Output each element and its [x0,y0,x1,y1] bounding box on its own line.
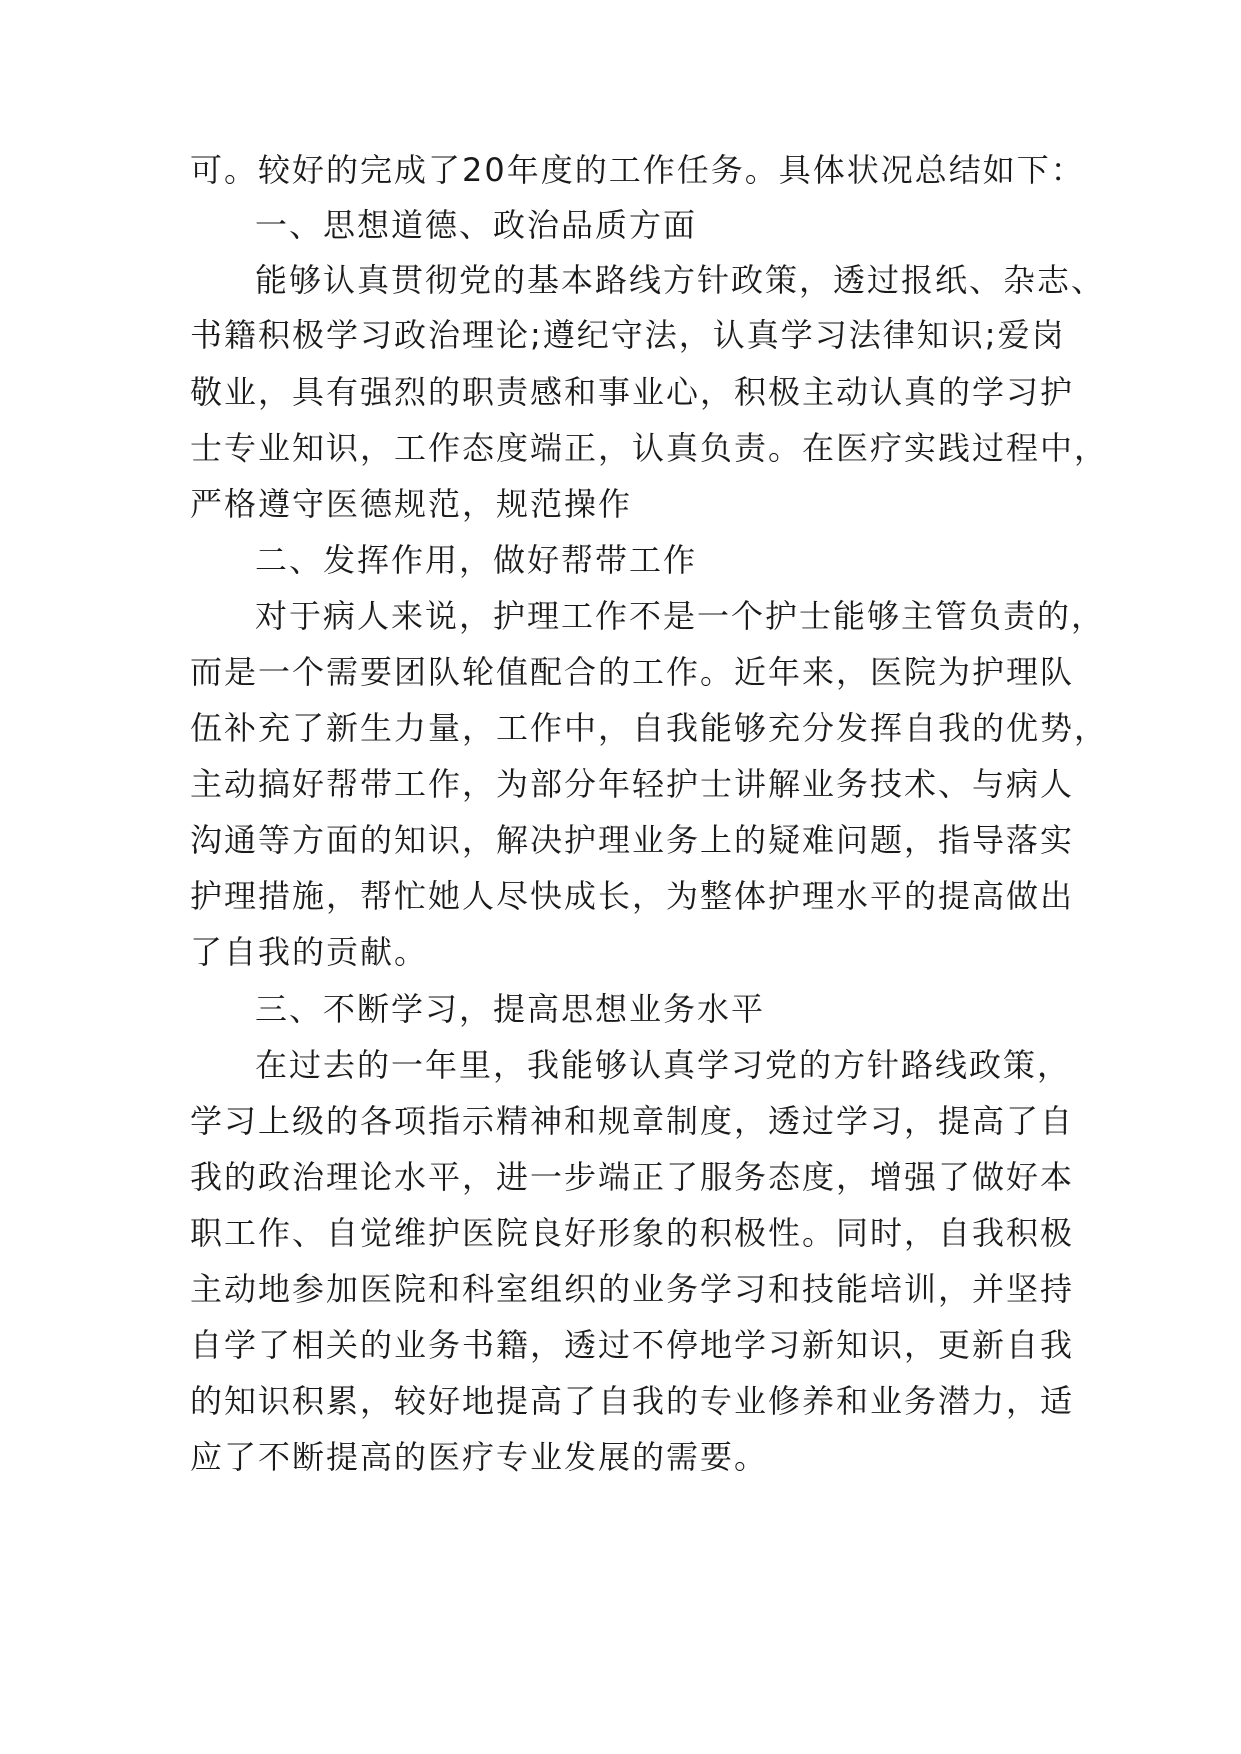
text-line: 对于病人来说，护理工作不是一个护士能够主管负责的， [255,597,1106,635]
text-line: 而是一个需要团队轮值配合的工作。近年来，医院为护理队 [190,653,1075,691]
text-line: 士专业知识，工作态度端正，认真负责。在医疗实践过程中， [190,429,1109,467]
text-line: 了自我的贡献。 [190,933,429,971]
text-line: 能够认真贯彻党的基本路线方针政策，透过报纸、杂志、 [255,261,1106,299]
text-line: 自学了相关的业务书籍，透过不停地学习新知识，更新自我 [190,1326,1075,1364]
text-line: 在过去的一年里，我能够认真学习党的方针路线政策， [255,1046,1072,1084]
text-line: 可。较好的完成了20年度的工作任务。具体状况总结如下： [190,151,1085,189]
text-line: 主动地参加医院和科室组织的业务学习和技能培训，并坚持 [190,1270,1075,1308]
text-line: 严格遵守医德规范，规范操作 [190,485,633,523]
text-line: 应了不断提高的医疗专业发展的需要。 [190,1438,769,1476]
section-heading: 二、发挥作用，做好帮带工作 [255,541,698,579]
text-line: 敬业，具有强烈的职责感和事业心，积极主动认真的学习护 [190,373,1075,411]
text-line: 书籍积极学习政治理论;遵纪守法，认真学习法律知识;爱岗 [190,316,1066,354]
text-line: 护理措施，帮忙她人尽快成长，为整体护理水平的提高做出 [190,877,1075,915]
text-line: 职工作、自觉维护医院良好形象的积极性。同时，自我积极 [190,1214,1075,1252]
section-heading: 三、不断学习，提高思想业务水平 [255,990,766,1028]
text-line: 沟通等方面的知识，解决护理业务上的疑难问题，指导落实 [190,821,1075,859]
text-line: 学习上级的各项指示精神和规章制度，透过学习，提高了自 [190,1102,1075,1140]
text-line: 我的政治理论水平，进一步端正了服务态度，增强了做好本 [190,1158,1075,1196]
text-line: 伍补充了新生力量，工作中，自我能够充分发挥自我的优势， [190,709,1109,747]
section-heading: 一、思想道德、政治品质方面 [255,206,698,244]
text-line: 主动搞好帮带工作，为部分年轻护士讲解业务技术、与病人 [190,765,1075,803]
text-line: 的知识积累，较好地提高了自我的专业修养和业务潜力，适 [190,1382,1075,1420]
